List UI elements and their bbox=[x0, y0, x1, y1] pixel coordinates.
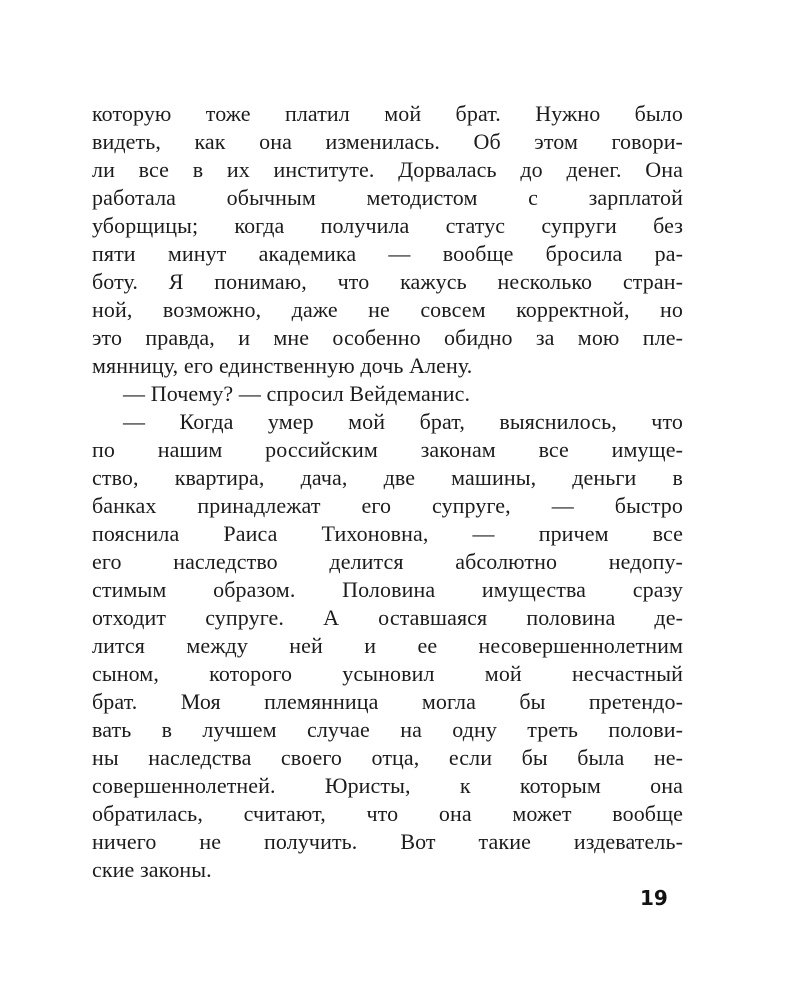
text-line: брат. Моя племянница могла бы претендо- bbox=[92, 689, 683, 714]
text-line: ной, возможно, даже не совсем корректной, но bbox=[92, 297, 683, 322]
text-line: видеть, как она изменилась. Об этом говори- bbox=[92, 129, 683, 154]
text-line: ли все в их институте. Дорвалась до денег. Она bbox=[92, 157, 683, 182]
text-line: — Почему? — спросил Вейдеманис. bbox=[123, 381, 471, 406]
text-line: ны наследства своего отца, если бы была не- bbox=[92, 745, 683, 770]
text-line: совершеннолетней. Юристы, к которым она bbox=[92, 773, 683, 798]
text-line: отходит супруге. А оставшаяся половина де- bbox=[92, 605, 683, 630]
text-line: его наследство делится абсолютно недопу- bbox=[92, 549, 683, 574]
text-line: работала обычным методистом с зарплатой bbox=[92, 185, 683, 210]
text-line: по нашим российским законам все имуще- bbox=[92, 437, 683, 462]
text-line: это правда, и мне особенно обидно за мою пле- bbox=[92, 325, 683, 350]
text-line: стимым образом. Половина имущества сразу bbox=[92, 577, 683, 602]
text-line: ство, квартира, дача, две машины, деньги в bbox=[92, 465, 683, 490]
text-line: пяти минут академика — вообще бросила ра- bbox=[92, 241, 683, 266]
text-line: мянницу, его единственную дочь Алену. bbox=[92, 353, 473, 378]
text-line: уборщицы; когда получила статус супруги без bbox=[92, 213, 683, 238]
text-line: боту. Я понимаю, что кажусь несколько стран- bbox=[92, 269, 683, 294]
text-line: ские законы. bbox=[92, 857, 212, 882]
text-line: банках принадлежат его супруге, — быстро bbox=[92, 493, 683, 518]
text-line: сыном, которого усыновил мой несчастный bbox=[92, 661, 683, 686]
text-line: ничего не получить. Вот такие издеватель- bbox=[92, 829, 683, 854]
text-line: — Когда умер мой брат, выяснилось, что bbox=[123, 409, 683, 434]
text-line: лится между ней и ее несовершеннолетним bbox=[92, 633, 683, 658]
page-number: 19 bbox=[640, 886, 668, 910]
text-line: которую тоже платил мой брат. Нужно было bbox=[92, 101, 683, 126]
text-line: обратилась, считают, что она может вообще bbox=[92, 801, 683, 826]
text-line: пояснила Раиса Тихоновна, — причем все bbox=[92, 521, 683, 546]
page-text bbox=[92, 100, 683, 884]
text-line: вать в лучшем случае на одну треть полови- bbox=[92, 717, 683, 742]
